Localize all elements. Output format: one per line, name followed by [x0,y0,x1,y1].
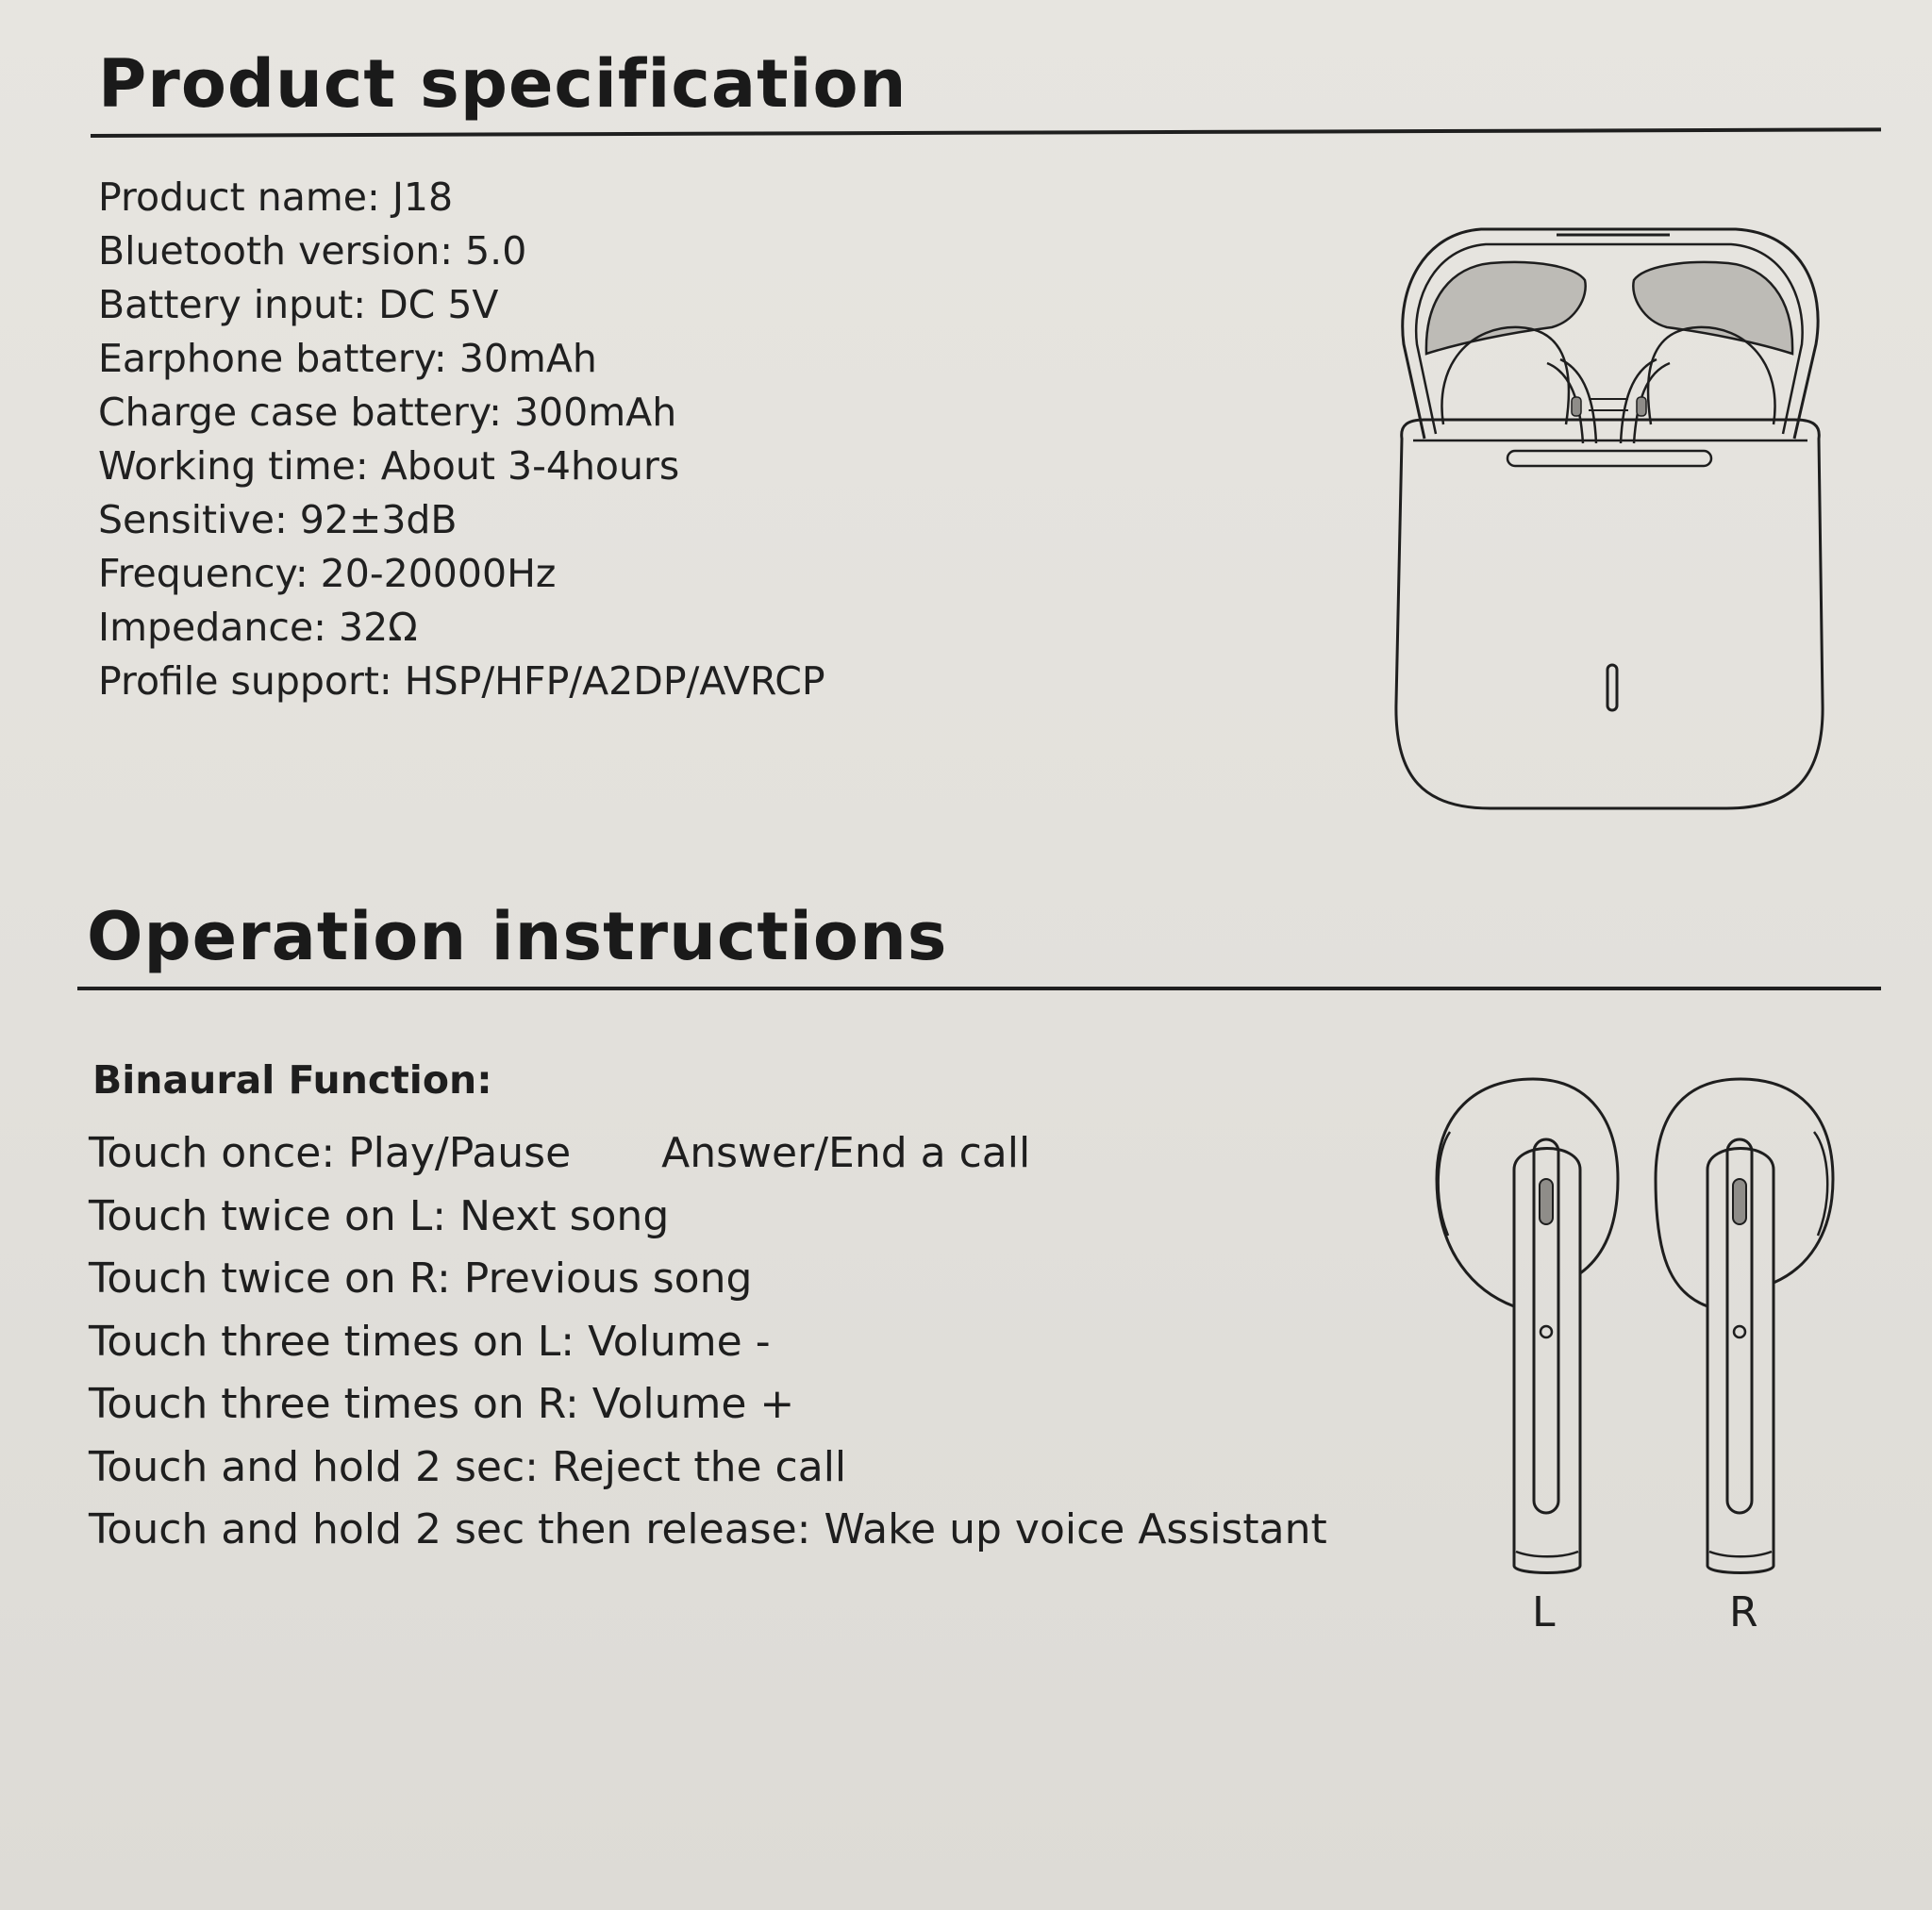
spec-item: Profile support: HSP/HFP/A2DP/AVRCP [98,658,825,704]
spec-item: Earphone battery: 30mAh [98,336,597,381]
operation-item: Touch three times on R: Volume + [89,1380,795,1428]
left-earbud-label: L [1532,1588,1556,1636]
operation-item: Touch three times on L: Volume - [89,1317,771,1366]
operation-item: Touch and hold 2 sec: Reject the call [89,1442,847,1491]
right-earbud-label: R [1729,1588,1758,1636]
left-earbud-icon [1437,1079,1618,1573]
product-specification-divider [91,127,1881,138]
operation-item: Touch and hold 2 sec then release: Wake up voice Assistant [89,1505,1327,1553]
earbuds-illustration [1429,1075,1835,1575]
spec-item: Frequency: 20-20000Hz [98,551,557,596]
operation-list [89,1122,1327,1562]
product-specification-heading: Product specification [98,45,908,123]
spec-item: Charge case battery: 300mAh [98,390,677,435]
spec-item: Product name: J18 [98,174,454,220]
spec-item: Bluetooth version: 5.0 [98,228,527,274]
operation-item-call: Answer/End a call [661,1129,1031,1177]
operation-item-touch-once: Touch once: Play/Pause [89,1129,572,1177]
operation-item [89,1122,1327,1186]
spec-list [98,171,825,708]
operation-item: Touch twice on R: Previous song [89,1254,753,1303]
operation-instructions-divider [77,987,1881,990]
binaural-function-subheading: Binaural Function: [92,1057,492,1103]
spec-item: Sensitive: 92±3dB [98,497,458,542]
charging-case-illustration [1387,222,1835,816]
spec-item: Impedance: 32Ω [98,605,418,650]
operation-item: Touch twice on L: Next song [89,1191,670,1240]
operation-instructions-heading: Operation instructions [87,898,948,975]
right-earbud-icon [1656,1079,1833,1573]
spec-item: Battery input: DC 5V [98,282,499,327]
spec-item: Working time: About 3-4hours [98,443,680,489]
